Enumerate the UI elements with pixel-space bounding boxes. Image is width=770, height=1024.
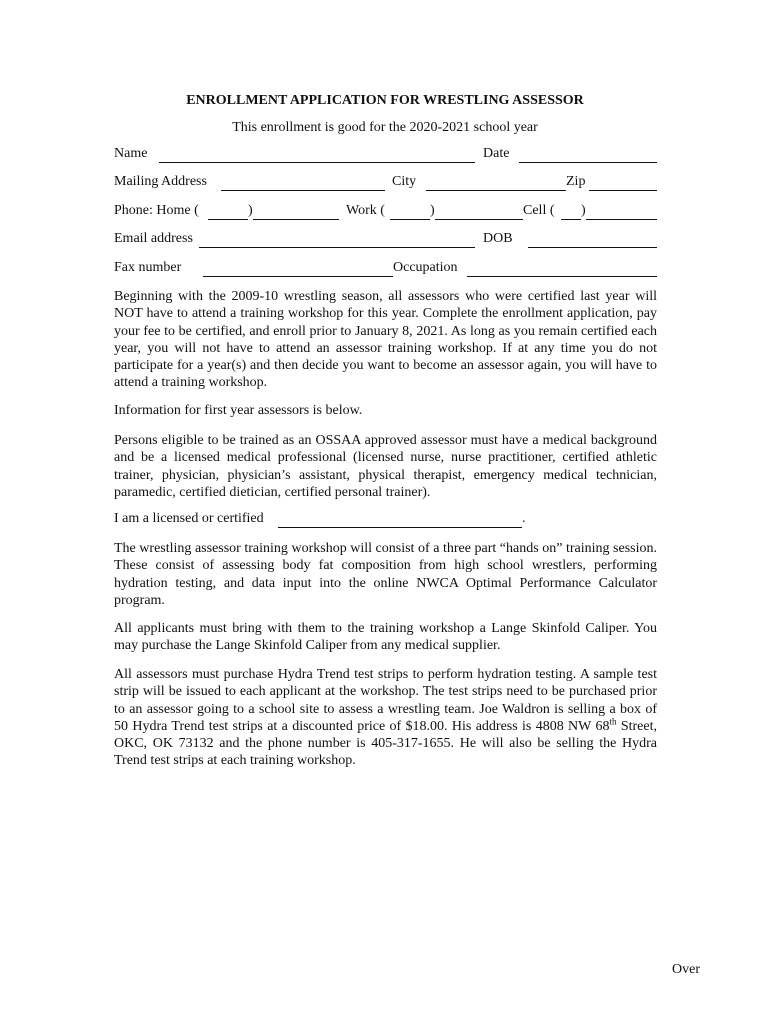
mailing-address-field[interactable] <box>221 174 385 191</box>
city-field[interactable] <box>426 174 566 191</box>
mailing-address-label: Mailing Address <box>114 174 207 189</box>
date-field[interactable] <box>519 146 657 163</box>
email-label: Email address <box>114 231 193 246</box>
work-area-code-field[interactable] <box>390 203 430 220</box>
test-strips-text-a: All assessors must purchase Hydra Trend test strips to perform hydration testing. A sample test strip will be issued to each applicant at the workshop. The test strips need to be purchased prior to an assessor going to a school site to assess a wrestling team. Joe Waldron is selling a box of 50 Hydra Trend test strips at a discounted price of $18.00. His address is 4808 NW 68 <box>114 667 657 734</box>
license-label: I am a licensed or certified <box>114 511 264 526</box>
paragraph-first-year: Information for first year assessors is below. <box>114 403 363 418</box>
cell-area-code-field[interactable] <box>561 203 581 220</box>
work-paren-close: ) <box>430 203 435 218</box>
zip-field[interactable] <box>589 174 657 191</box>
paragraph-caliper: All applicants must bring with them to the training workshop a Lange Skinfold Caliper. You may purchase the Lange Skinfold Caliper from any medical supplier. <box>114 621 657 654</box>
cell-label: Cell ( <box>523 203 555 218</box>
dob-label: DOB <box>483 231 513 246</box>
address-row <box>114 174 657 192</box>
work-phone-field[interactable] <box>435 203 523 220</box>
home-area-code-field[interactable] <box>208 203 248 220</box>
paragraph-test-strips <box>114 666 657 770</box>
city-label: City <box>392 174 417 189</box>
ordinal-suffix: th <box>609 716 617 727</box>
home-phone-field[interactable] <box>253 203 339 220</box>
occupation-label: Occupation <box>393 260 458 275</box>
fax-label: Fax number <box>114 260 182 275</box>
license-row <box>114 511 657 529</box>
date-label: Date <box>483 146 510 161</box>
cell-paren-close: ) <box>581 203 586 218</box>
license-field[interactable] <box>278 511 522 528</box>
test-strips-text-b: Street, OKC, OK 73132 and the phone number is 405-317-1655. He will also be selling the Hydra Trend test strips at each training workshop. <box>114 718 658 769</box>
work-label: Work ( <box>346 203 385 218</box>
paragraph-eligibility: Persons eligible to be trained as an OSSAA approved assessor must have a medical background and be a licensed medical professional (licensed nurse, nurse practitioner, certified athletic trainer, physician, physician’s assistant, physical therapist, emergency medical technician, paramedic, certified dietician, certified personal trainer). <box>114 433 657 500</box>
cell-phone-field[interactable] <box>586 203 657 220</box>
phone-home-label: Phone: Home ( <box>114 203 199 218</box>
fax-occupation-row <box>114 260 657 278</box>
fax-field[interactable] <box>203 260 393 277</box>
paragraph-renewal: Beginning with the 2009-10 wrestling season, all assessors who were certified last year will NOT have to attend a training workshop for this year. Complete the enrollment application, pay your fee to be certified, and enroll prior to January 8, 2021. As long as you remain certified each year, you will not have to attend an assessor training workshop. If at any time you do not participate for a year(s) and then decide you want to become an assessor again, you will have to attend a training workshop. <box>114 289 657 391</box>
name-label: Name <box>114 146 148 161</box>
name-date-row <box>114 146 657 164</box>
page-subtitle: This enrollment is good for the 2020-2021 school year <box>232 120 538 135</box>
dob-field[interactable] <box>528 231 657 248</box>
zip-label: Zip <box>566 174 586 189</box>
paragraph-workshop: The wrestling assessor training workshop will consist of a three part “hands on” training session. These consist of assessing body fat composition from high school wrestlers, performing hydration testing, and data input into the online NWCA Optimal Performance Calculator program. <box>114 541 657 608</box>
occupation-field[interactable] <box>467 260 657 277</box>
email-dob-row <box>114 231 657 249</box>
home-paren-close: ) <box>248 203 253 218</box>
license-period: . <box>522 511 526 526</box>
over-label: Over <box>672 962 700 977</box>
email-field[interactable] <box>199 231 475 248</box>
page-title: ENROLLMENT APPLICATION FOR WRESTLING ASSESSOR <box>186 93 584 108</box>
name-field[interactable] <box>159 146 475 163</box>
phone-row <box>114 203 657 221</box>
